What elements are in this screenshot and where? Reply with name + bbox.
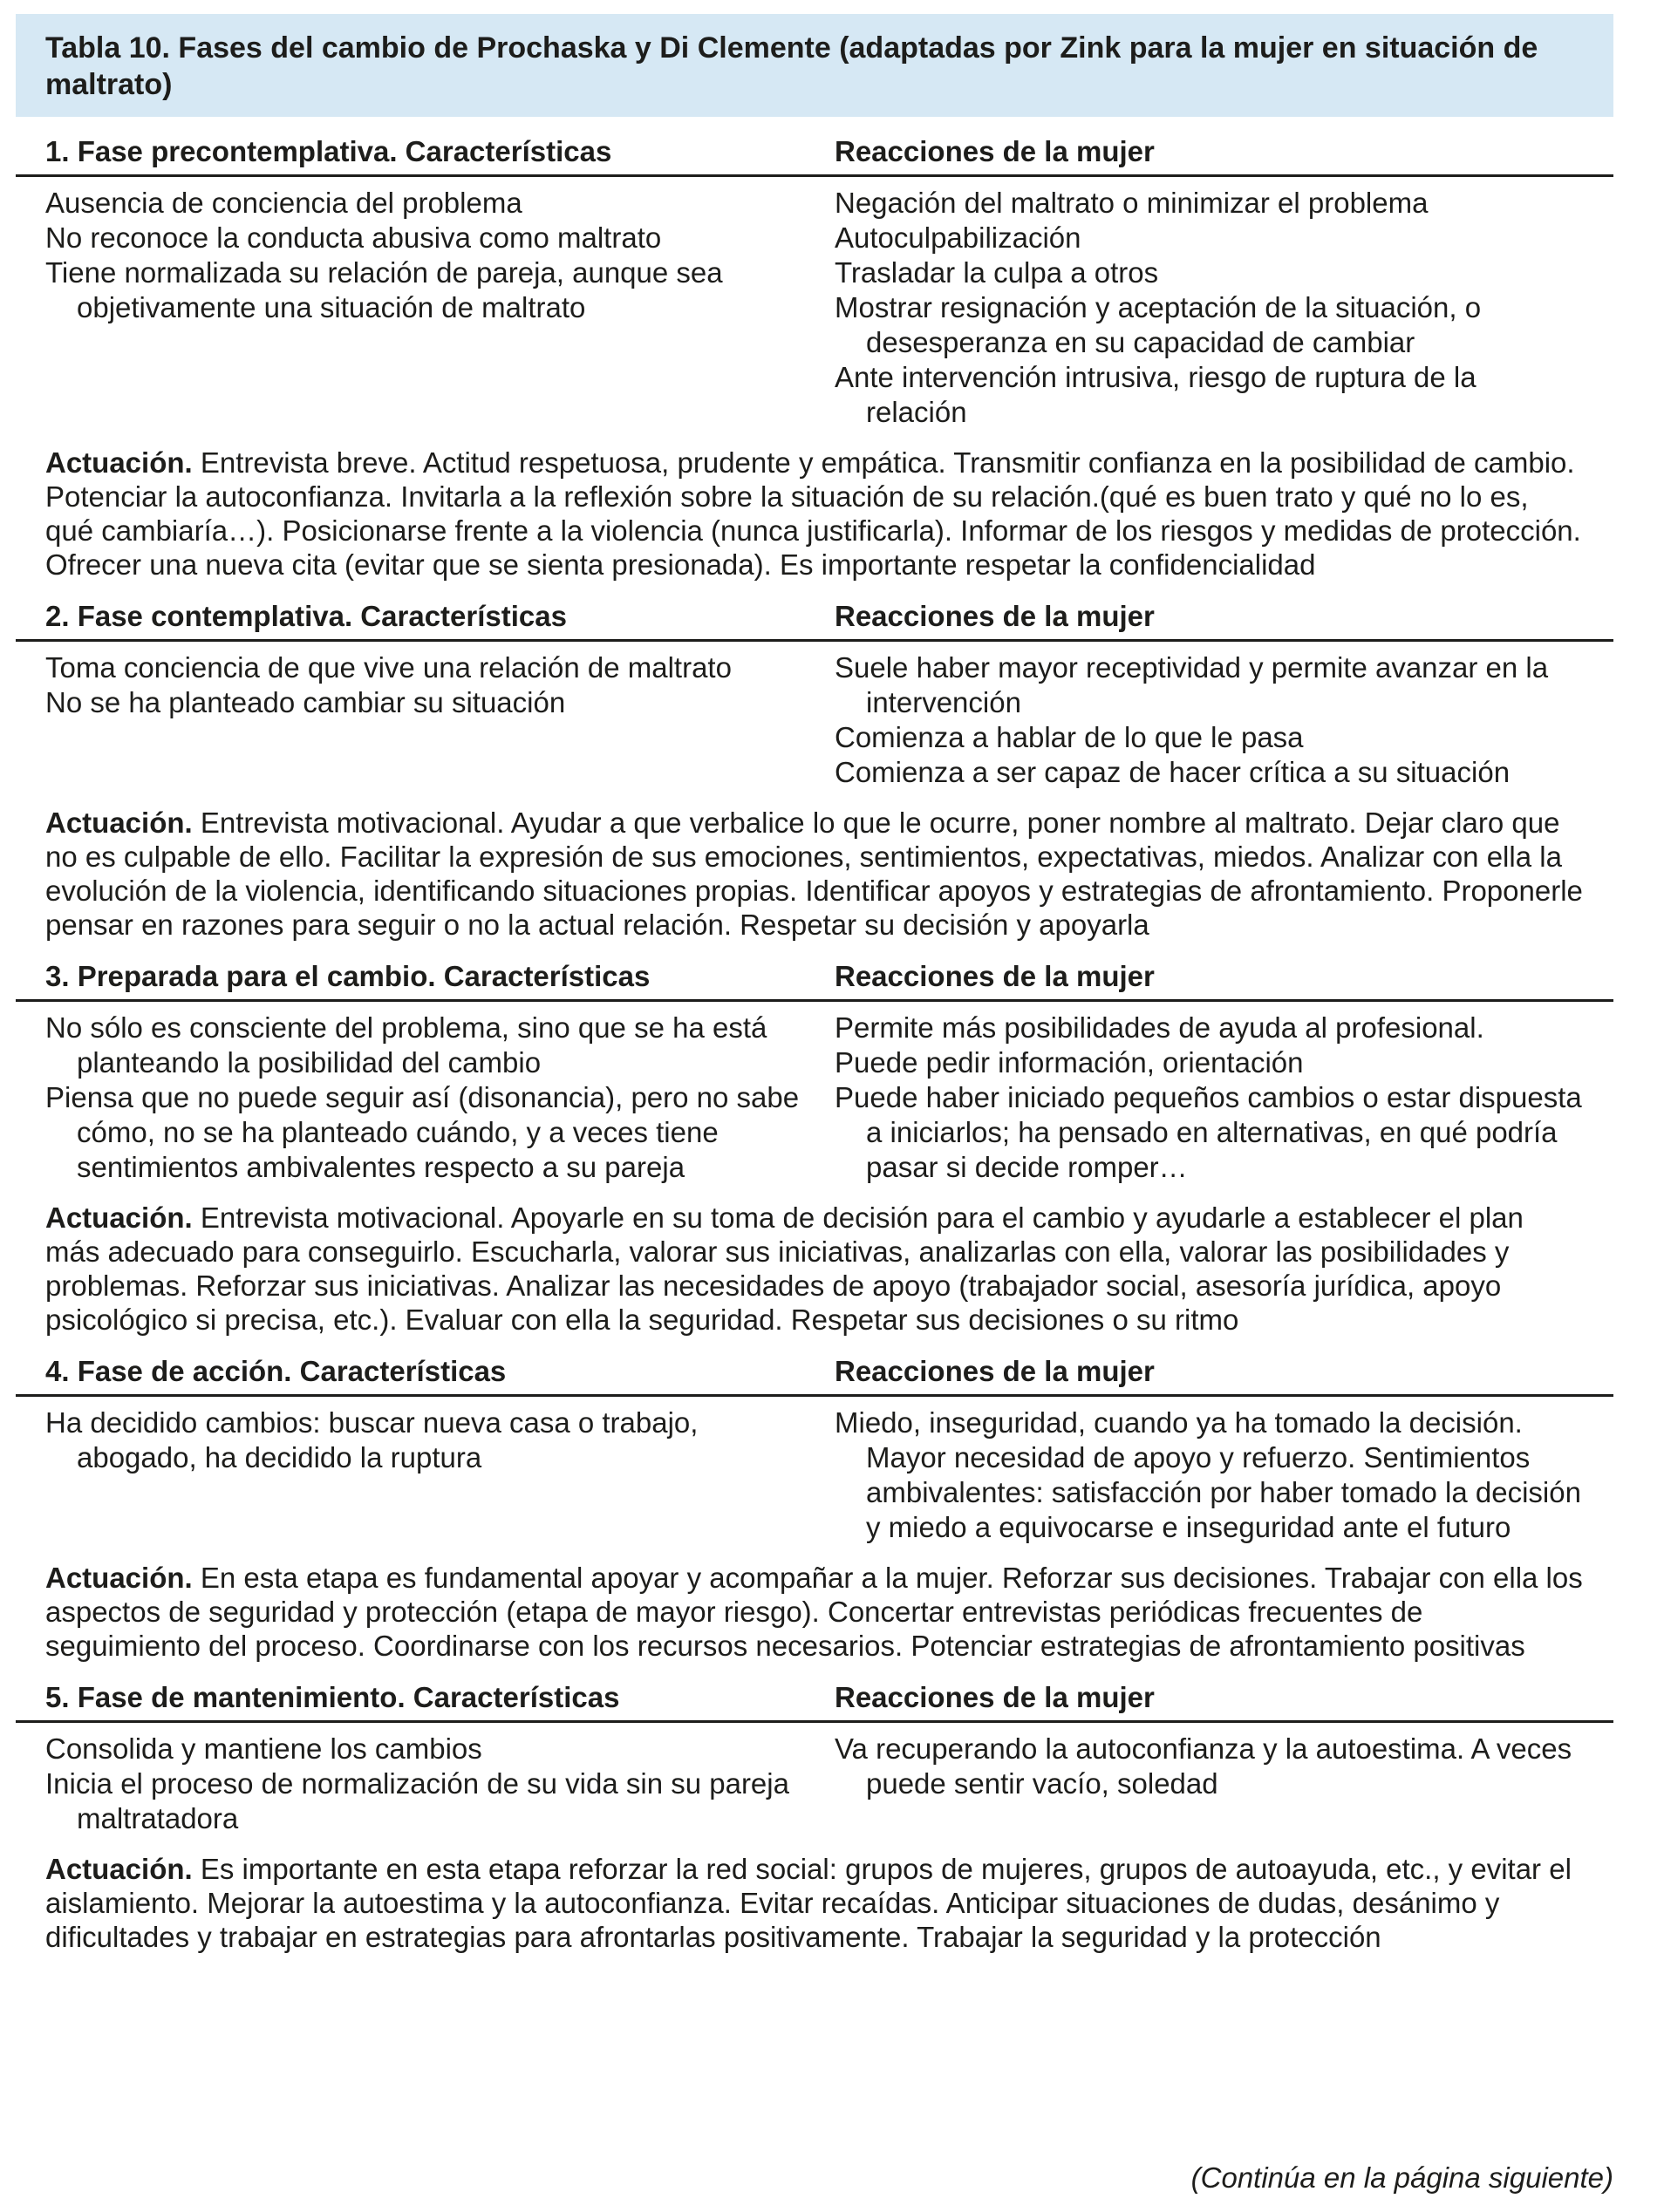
phase-body bbox=[16, 1397, 1613, 1545]
characteristics-list bbox=[45, 1405, 835, 1545]
list-item: No reconoce la conducta abusiva como maltrato bbox=[45, 221, 662, 254]
list-item: Toma conciencia de que vive una relación de maltrato bbox=[45, 651, 732, 684]
list-item: No sólo es consciente del problema, sino que se ha está planteando la posibilidad del cambio bbox=[45, 1011, 767, 1079]
phase-header-characteristics: 5. Fase de mantenimiento. Características bbox=[45, 1681, 620, 1713]
list-item: Va recuperando la autoconfianza y la autoestima. A veces puede sentir vacío, soledad bbox=[835, 1732, 1572, 1800]
actuacion-label: Actuación. bbox=[45, 446, 193, 479]
list-item: Mostrar resignación y aceptación de la situación, o desesperanza en su capacidad de cambiar bbox=[835, 291, 1482, 358]
list-item: Miedo, inseguridad, cuando ya ha tomado la decisión. Mayor necesidad de apoyo y refuerzo. Sentimientos ambivalentes: satisfacción por haber tomado la decisión y miedo a equivocarse e inseguridad ante el futuro bbox=[835, 1406, 1581, 1543]
actuacion-paragraph bbox=[16, 1545, 1613, 1677]
list-item: Inicia el proceso de normalización de su vida sin su pareja maltratadora bbox=[45, 1767, 789, 1834]
characteristics-list bbox=[45, 1011, 835, 1185]
reactions-list bbox=[835, 1405, 1584, 1545]
phase-header-reactions: Reacciones de la mujer bbox=[835, 135, 1155, 167]
actuacion-paragraph bbox=[16, 1836, 1613, 1968]
list-item: Permite más posibilidades de ayuda al profesional. bbox=[835, 1011, 1484, 1044]
phase-header-reactions: Reacciones de la mujer bbox=[835, 960, 1155, 992]
continued-note: (Continúa en la página siguiente) bbox=[1190, 2161, 1613, 2194]
actuacion-text: Entrevista breve. Actitud respetuosa, prudente y empática. Transmitir confianza en la posibilidad de cambio. Potenciar la autoconfianza. Invitarla a la reflexión sobre la situación de su relación.(qué es buen trato y qué no lo es, qué cambiaría…). Posicionarse frente a la violencia (nunca justificarla). Informar de los riesgos y medidas de protección. Ofrecer una nueva cita (evitar que se sienta presionada). Es importante respetar la confidencialidad bbox=[45, 446, 1581, 581]
list-item: Suele haber mayor receptividad y permite avanzar en la intervención bbox=[835, 651, 1549, 718]
phase-header-characteristics: 2. Fase contemplativa. Características bbox=[45, 600, 567, 632]
characteristics-list bbox=[45, 1732, 835, 1836]
actuacion-text: En esta etapa es fundamental apoyar y acompañar a la mujer. Reforzar sus decisiones. Trabajar con ella los aspectos de seguridad y protección (etapa de mayor riesgo). Concertar entrevistas periódicas frecuentes de seguimiento del proceso. Coordinarse con los recursos necesarios. Potenciar estrategias de afrontamiento positivas bbox=[45, 1562, 1583, 1662]
phase-2 bbox=[16, 596, 1613, 956]
phase-3 bbox=[16, 956, 1613, 1351]
actuacion-paragraph bbox=[16, 1185, 1613, 1351]
phase-header bbox=[16, 1677, 1613, 1723]
actuacion-text: Entrevista motivacional. Apoyarle en su toma de decisión para el cambio y ayudarle a establecer el plan más adecuado para conseguirlo. Escucharla, valorar sus iniciativas, analizarlas con ella, valorar las posibilidades y problemas. Reforzar sus iniciativas. Analizar las necesidades de apoyo (trabajador social, asesoría jurídica, apoyo psicológico si precisa, etc.). Evaluar con ella la seguridad. Respetar sus decisiones o su ritmo bbox=[45, 1201, 1524, 1336]
actuacion-paragraph bbox=[16, 790, 1613, 956]
list-item: Negación del maltrato o minimizar el problema bbox=[835, 187, 1429, 219]
actuacion-label: Actuación. bbox=[45, 1562, 193, 1594]
reactions-list bbox=[835, 186, 1584, 430]
phase-header-reactions: Reacciones de la mujer bbox=[835, 1681, 1155, 1713]
phase-header-reactions: Reacciones de la mujer bbox=[835, 600, 1155, 632]
actuacion-text: Entrevista motivacional. Ayudar a que verbalice lo que le ocurre, poner nombre al maltrato. Dejar claro que no es culpable de ello. Facilitar la expresión de sus emociones, sentimientos, expectativas, miedos. Analizar con ella la evolución de la violencia, identificando situaciones propias. Identificar apoyos y estrategias de afrontamiento. Proponerle pensar en razones para seguir o no la actual relación. Respetar su decisión y apoyarla bbox=[45, 807, 1583, 941]
list-item: Trasladar la culpa a otros bbox=[835, 256, 1159, 289]
actuacion-text: Es importante en esta etapa reforzar la red social: grupos de mujeres, grupos de autoayuda, etc., y evitar el aislamiento. Mejorar la autoestima y la autoconfianza. Evitar recaídas. Anticipar situaciones de dudas, desánimo y dificultades y trabajar en estrategias para afrontarlas positivamente. Trabajar la seguridad y la protección bbox=[45, 1853, 1572, 1953]
list-item: Ausencia de conciencia del problema bbox=[45, 187, 522, 219]
table-container bbox=[16, 14, 1613, 1968]
actuacion-label: Actuación. bbox=[45, 807, 193, 839]
phase-5 bbox=[16, 1677, 1613, 1968]
list-item: Ha decidido cambios: buscar nueva casa o trabajo, abogado, ha decidido la ruptura bbox=[45, 1406, 699, 1474]
phase-header bbox=[16, 956, 1613, 1002]
phase-body bbox=[16, 177, 1613, 430]
phase-header-characteristics: 1. Fase precontemplativa. Características bbox=[45, 135, 612, 167]
list-item: Piensa que no puede seguir así (disonancia), pero no sabe cómo, no se ha planteado cuándo, y a veces tiene sentimientos ambivalentes respecto a su pareja bbox=[45, 1081, 800, 1183]
table-title-box bbox=[16, 14, 1613, 117]
list-item: No se ha planteado cambiar su situación bbox=[45, 686, 566, 718]
characteristics-list bbox=[45, 650, 835, 790]
list-item: Comienza a ser capaz de hacer crítica a su situación bbox=[835, 756, 1511, 788]
phase-body bbox=[16, 1723, 1613, 1836]
phase-header-characteristics: 4. Fase de acción. Características bbox=[45, 1355, 507, 1387]
list-item: Autoculpabilización bbox=[835, 221, 1081, 254]
phase-header-characteristics: 3. Preparada para el cambio. Características bbox=[45, 960, 651, 992]
reactions-list bbox=[835, 1011, 1584, 1185]
list-item: Comienza a hablar de lo que le pasa bbox=[835, 721, 1304, 753]
actuacion-label: Actuación. bbox=[45, 1201, 193, 1234]
reactions-list bbox=[835, 650, 1584, 790]
table-title: Tabla 10. Fases del cambio de Prochaska y Di Clemente (adaptadas por Zink para la mujer en situación de maltrato) bbox=[45, 31, 1538, 101]
reactions-list bbox=[835, 1732, 1584, 1836]
list-item: Consolida y mantiene los cambios bbox=[45, 1732, 482, 1765]
list-item: Ante intervención intrusiva, riesgo de ruptura de la relación bbox=[835, 361, 1476, 428]
phase-header-reactions: Reacciones de la mujer bbox=[835, 1355, 1155, 1387]
actuacion-paragraph bbox=[16, 430, 1613, 596]
phase-header bbox=[16, 1351, 1613, 1397]
characteristics-list bbox=[45, 186, 835, 430]
list-item: Tiene normalizada su relación de pareja, aunque sea objetivamente una situación de maltrato bbox=[45, 256, 723, 323]
phase-body bbox=[16, 1002, 1613, 1185]
phase-body bbox=[16, 642, 1613, 790]
phase-header bbox=[16, 117, 1613, 177]
phase-header bbox=[16, 596, 1613, 642]
list-item: Puede haber iniciado pequeños cambios o estar dispuesta a iniciarlos; ha pensado en alternativas, en qué podría pasar si decide romper… bbox=[835, 1081, 1582, 1183]
actuacion-label: Actuación. bbox=[45, 1853, 193, 1885]
phase-1 bbox=[16, 117, 1613, 596]
list-item: Puede pedir información, orientación bbox=[835, 1046, 1304, 1079]
phase-4 bbox=[16, 1351, 1613, 1677]
